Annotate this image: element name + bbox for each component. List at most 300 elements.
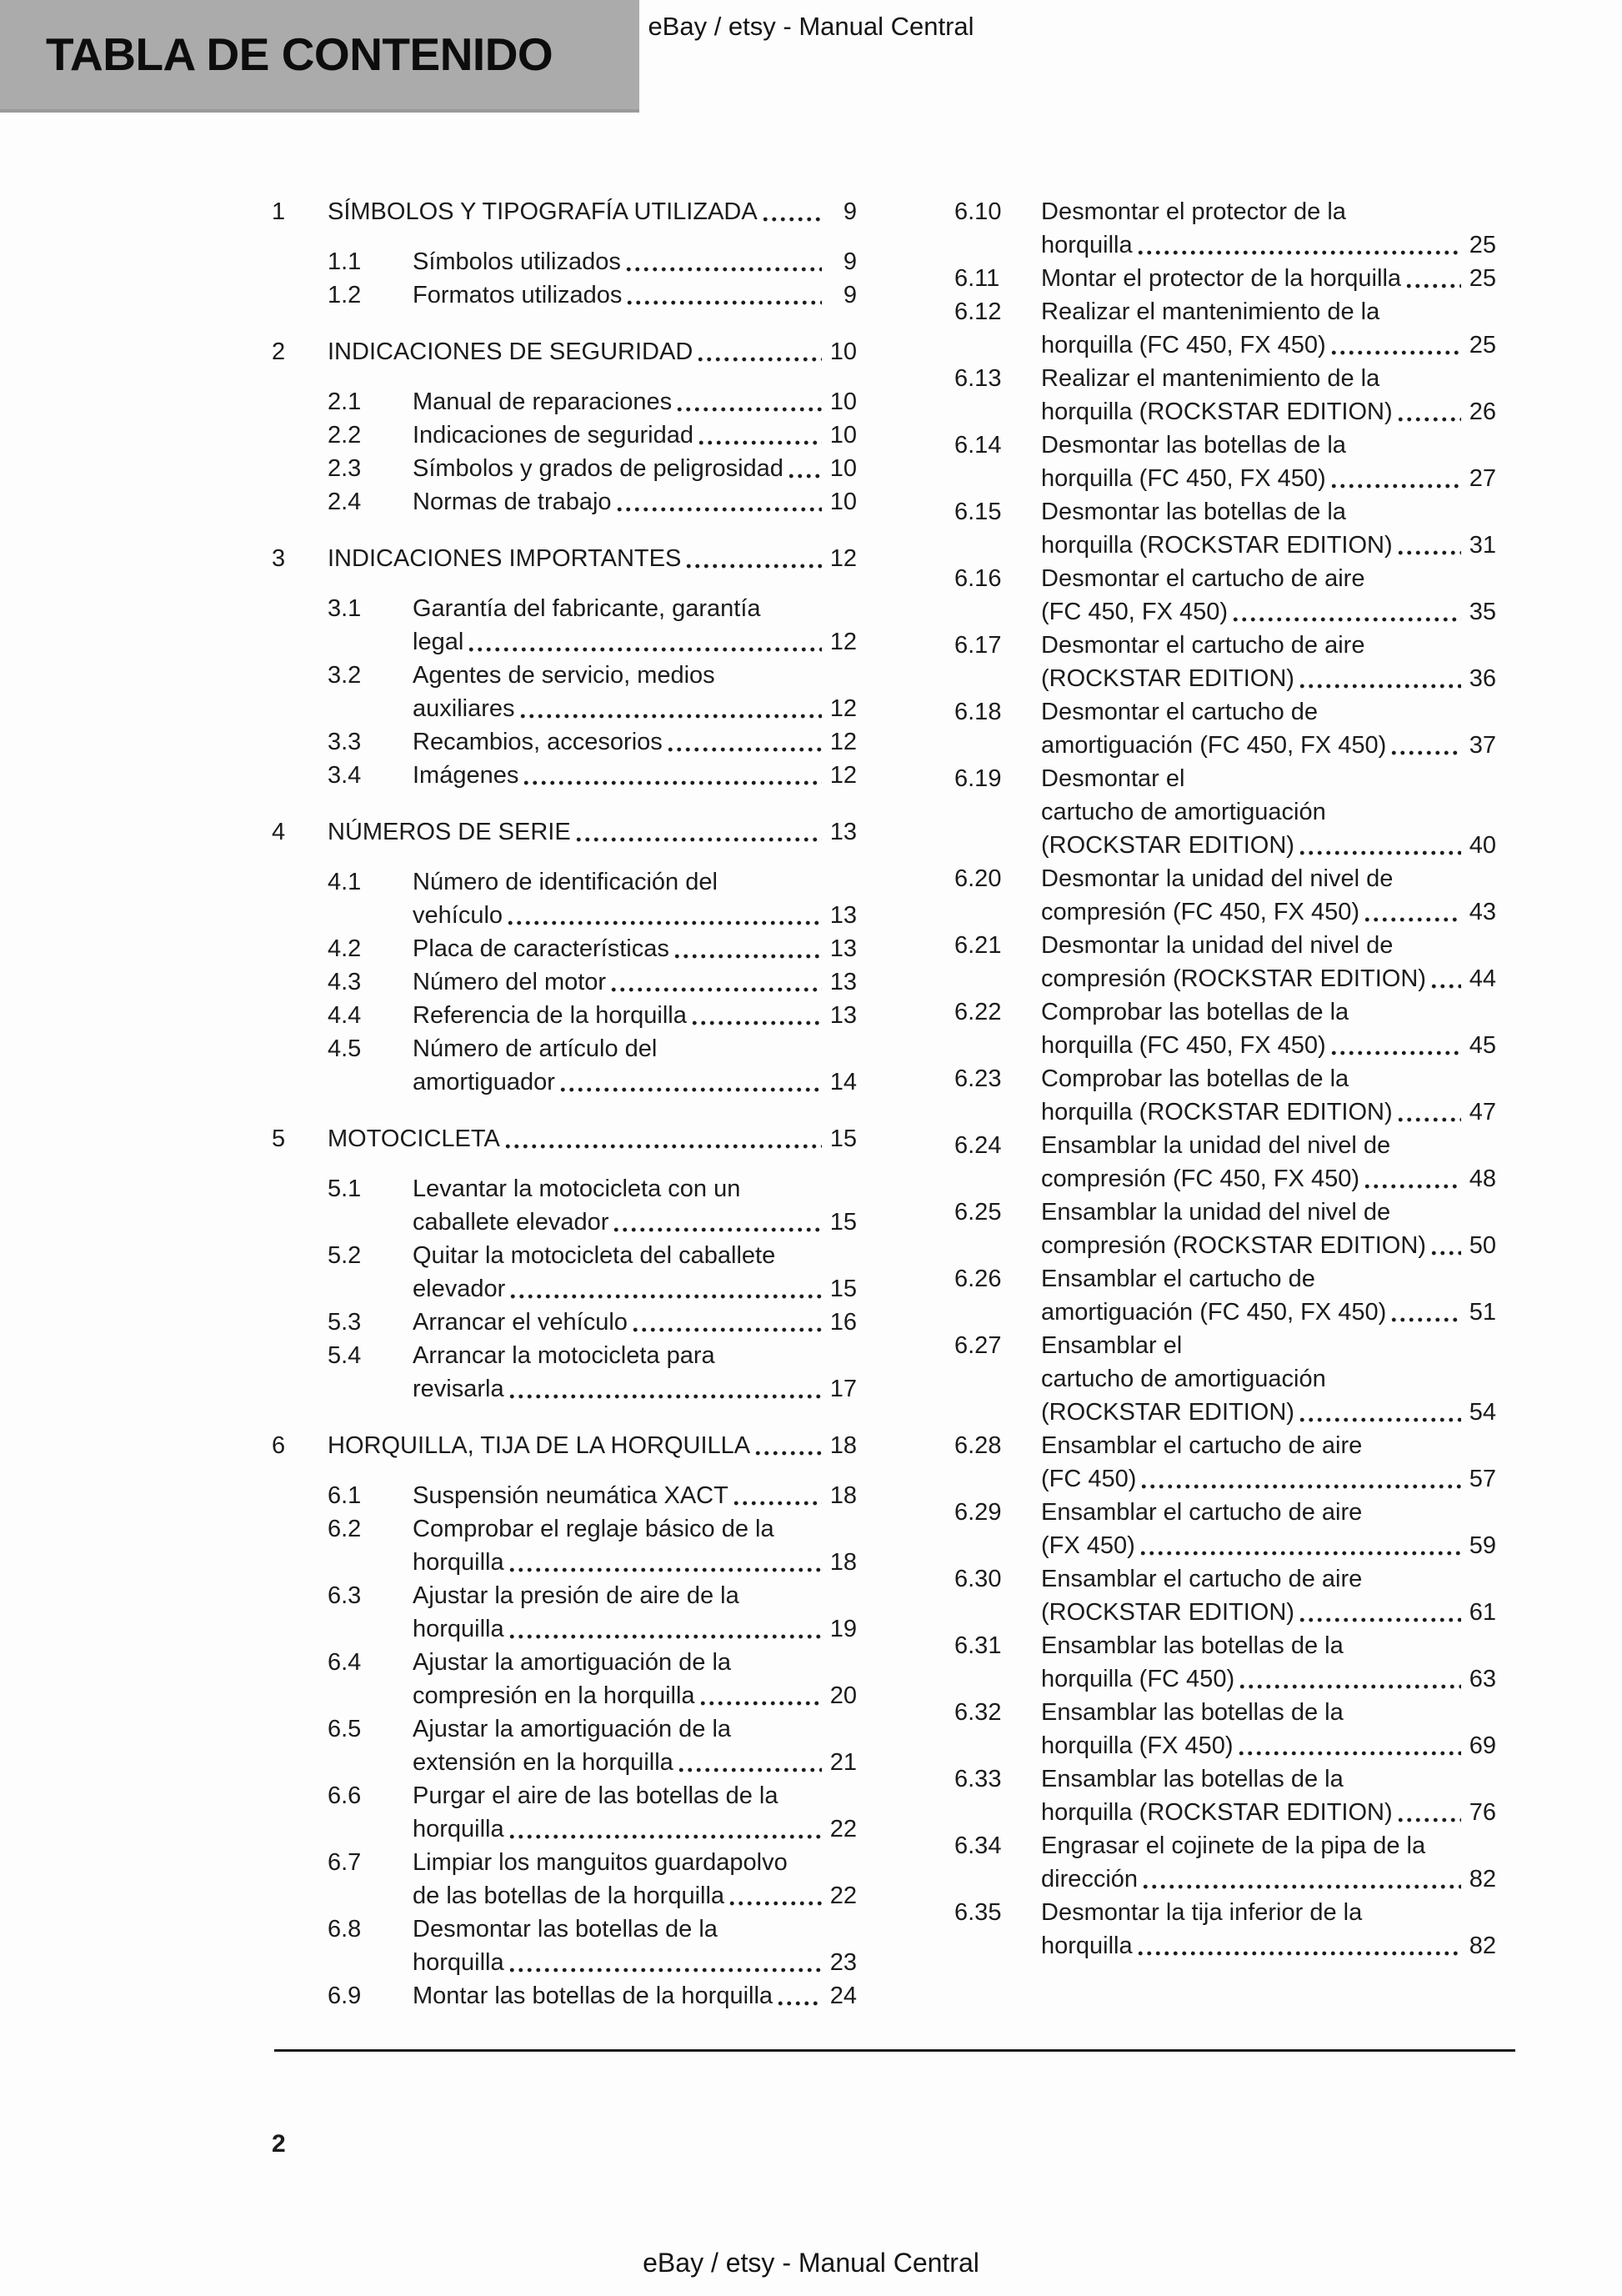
toc-entry[interactable] <box>328 1339 857 1406</box>
toc-entry[interactable] <box>954 1762 1496 1829</box>
toc-entry[interactable] <box>954 1696 1496 1762</box>
toc-entry[interactable] <box>328 485 857 519</box>
toc-entry[interactable] <box>272 815 857 849</box>
toc-entry[interactable] <box>328 1239 857 1306</box>
toc-entry-title: horquilla <box>413 1816 504 1842</box>
toc-entry-title: Ensamblar la unidad del nivel de <box>1041 1132 1391 1159</box>
dot-leader <box>1429 984 1461 989</box>
dot-leader <box>508 1634 822 1639</box>
toc-entry-page: 16 <box>829 1309 857 1336</box>
toc-entry-body <box>1041 1429 1496 1496</box>
toc-entry-body <box>1041 1196 1496 1262</box>
toc-entry-body <box>1041 1496 1496 1562</box>
toc-entry-title: HORQUILLA, TIJA DE LA HORQUILLA <box>328 1432 751 1459</box>
dot-leader <box>508 1968 822 1973</box>
dot-leader <box>684 564 822 569</box>
toc-entry[interactable] <box>954 629 1496 695</box>
toc-entry-line <box>1041 1662 1496 1696</box>
toc-entry-title: compresión (ROCKSTAR EDITION) <box>1041 965 1426 992</box>
toc-entry-number: 3.1 <box>328 595 362 622</box>
toc-entry-line <box>1041 1529 1496 1562</box>
toc-entry-number: 6 <box>272 1432 286 1459</box>
toc-entry-title: INDICACIONES IMPORTANTES <box>328 545 682 572</box>
toc-entry-page: 76 <box>1469 1799 1496 1826</box>
toc-entry-title: Limpiar los manguitos guardapolvo <box>413 1849 788 1876</box>
toc-entry-title: legal <box>413 629 464 655</box>
toc-entry-page: 24 <box>829 1983 857 2009</box>
toc-entry-title: Ajustar la amortiguación de la <box>413 1716 732 1742</box>
dot-leader <box>508 1294 822 1299</box>
toc-entry-page: 13 <box>829 935 857 962</box>
dot-leader <box>675 407 822 412</box>
toc-entry-body <box>413 1979 857 2013</box>
toc-entry[interactable] <box>328 932 857 965</box>
toc-entry-number: 4 <box>272 819 286 845</box>
toc-entry-line <box>413 692 857 725</box>
toc-entry-number: 5.3 <box>328 1309 362 1336</box>
toc-entry-line <box>1041 1429 1496 1462</box>
toc-entry-page: 31 <box>1469 532 1496 559</box>
toc-entry-title: MOTOCICLETA <box>328 1125 500 1152</box>
dot-leader <box>609 987 822 992</box>
toc-entry-number: 2.4 <box>328 489 362 515</box>
toc-entry-page: 17 <box>829 1376 857 1402</box>
toc-entry[interactable] <box>328 1306 857 1339</box>
toc-entry-line <box>413 1546 857 1579</box>
toc-entry[interactable] <box>272 195 857 228</box>
toc-entry-line <box>413 899 857 932</box>
toc-entry-page: 23 <box>829 1949 857 1976</box>
toc-entry-title: horquilla (FC 450) <box>1041 1666 1235 1692</box>
toc-entry-title: Símbolos utilizados <box>413 248 621 275</box>
toc-entry-body <box>413 932 857 965</box>
toc-entry-title: (FC 450, FX 450) <box>1041 599 1229 625</box>
toc-entry-number: 5.1 <box>328 1176 362 1202</box>
toc-entry-line <box>413 1646 857 1679</box>
toc-entry-title: Desmontar el protector de la <box>1041 198 1346 225</box>
dot-leader <box>1389 750 1461 755</box>
toc-entry-number: 6.4 <box>328 1649 362 1676</box>
toc-entry-body <box>413 1512 857 1579</box>
toc-entry[interactable] <box>328 999 857 1032</box>
dot-leader <box>508 1394 822 1399</box>
dot-leader <box>624 267 822 272</box>
toc-entry-title: Ensamblar las botellas de la <box>1041 1766 1344 1792</box>
toc-entry[interactable] <box>954 1429 1496 1496</box>
toc-entry-line <box>1041 1596 1496 1629</box>
toc-entry-page: 13 <box>829 1002 857 1029</box>
toc-entry-page: 13 <box>829 819 857 845</box>
toc-entry-number: 5 <box>272 1125 286 1152</box>
toc-entry-body <box>413 278 857 312</box>
toc-entry-line <box>1041 762 1496 795</box>
toc-entry-body <box>1041 862 1496 929</box>
toc-entry[interactable] <box>328 1646 857 1712</box>
toc-entry[interactable] <box>954 1896 1496 1963</box>
toc-entry[interactable] <box>328 592 857 659</box>
toc-entry-page: 44 <box>1469 965 1496 992</box>
toc-entry[interactable] <box>954 1329 1496 1429</box>
toc-entry-title: (ROCKSTAR EDITION) <box>1041 665 1294 692</box>
toc-entry-line <box>413 1779 857 1812</box>
toc-column-right <box>954 195 1496 1963</box>
toc-entry-title: horquilla (FX 450) <box>1041 1732 1234 1759</box>
toc-entry-page: 12 <box>829 762 857 789</box>
toc-entry[interactable] <box>272 1122 857 1156</box>
toc-entry-number: 6.28 <box>954 1432 1002 1459</box>
toc-entry-line <box>1041 1396 1496 1429</box>
toc-entry[interactable] <box>954 429 1496 495</box>
toc-entry-title: Agentes de servicio, medios <box>413 662 715 689</box>
toc-entry-title: amortiguador <box>413 1069 555 1095</box>
toc-entry-title: horquilla <box>413 1616 504 1642</box>
toc-entry-body <box>413 452 857 485</box>
toc-entry-page: 36 <box>1469 665 1496 692</box>
toc-entry-number: 2.3 <box>328 455 362 482</box>
watermark-top: eBay / etsy - Manual Central <box>648 12 974 41</box>
dot-leader <box>506 920 822 925</box>
dot-leader <box>698 1701 822 1706</box>
toc-entry[interactable] <box>328 385 857 419</box>
toc-entry-body <box>1041 629 1496 695</box>
toc-entry-title: Ensamblar el <box>1041 1332 1183 1359</box>
toc-entry-number: 3.4 <box>328 762 362 789</box>
toc-entry-line <box>413 1512 857 1546</box>
toc-entry-page: 48 <box>1469 1166 1496 1192</box>
toc-entry[interactable] <box>954 1062 1496 1129</box>
dot-leader <box>1298 684 1461 689</box>
toc-entry-body <box>1041 929 1496 995</box>
toc-entry-line <box>413 1946 857 1979</box>
toc-entry-title: vehículo <box>413 902 503 929</box>
toc-entry-line <box>1041 695 1496 729</box>
toc-entry-body <box>413 1712 857 1779</box>
toc-entry-line <box>1041 395 1496 429</box>
toc-entry-page: 20 <box>829 1682 857 1709</box>
toc-entry-body <box>1041 195 1496 262</box>
toc-entry-line <box>1041 1762 1496 1796</box>
toc-entry-line <box>413 865 857 899</box>
toc-entry-number: 6.34 <box>954 1832 1002 1859</box>
toc-entry[interactable] <box>272 1429 857 1462</box>
toc-entry-number: 6.7 <box>328 1849 362 1876</box>
toc-entry-title: Normas de trabajo <box>413 489 612 515</box>
toc-entry-line <box>1041 1929 1496 1963</box>
toc-entry[interactable] <box>954 562 1496 629</box>
toc-entry[interactable] <box>328 965 857 999</box>
dot-leader <box>673 954 822 959</box>
toc-entry-number: 6.6 <box>328 1782 362 1809</box>
toc-entry-number: 6.3 <box>328 1582 362 1609</box>
toc-entry-page: 18 <box>829 1482 857 1509</box>
toc-entry-title: (ROCKSTAR EDITION) <box>1041 1399 1294 1426</box>
toc-entry-number: 6.25 <box>954 1199 1002 1226</box>
dot-leader <box>1136 250 1461 255</box>
toc-entry[interactable] <box>328 419 857 452</box>
toc-entry-line <box>1041 1862 1496 1896</box>
toc-entry-line <box>413 1339 857 1372</box>
toc-entry-number: 4.3 <box>328 969 362 995</box>
toc-entry[interactable] <box>954 295 1496 362</box>
toc-entry-body <box>1041 362 1496 429</box>
toc-entry-title: cartucho de amortiguación <box>1041 1366 1326 1392</box>
toc-entry-page: 12 <box>829 695 857 722</box>
toc-entry-page: 26 <box>1469 399 1496 425</box>
toc-entry-title: Suspensión neumática XACT <box>413 1482 728 1509</box>
toc-entry-title: NÚMEROS DE SERIE <box>328 819 571 845</box>
dot-leader <box>558 1087 822 1092</box>
toc-entry-title: Quitar la motocicleta del caballete <box>413 1242 776 1269</box>
toc-entry[interactable] <box>954 862 1496 929</box>
toc-entry-line <box>1041 495 1496 529</box>
toc-entry-line <box>1041 262 1496 295</box>
dot-leader <box>1231 617 1461 622</box>
toc-entry-line <box>1041 1129 1496 1162</box>
dot-leader <box>1429 1251 1461 1256</box>
toc-entry[interactable] <box>954 1196 1496 1262</box>
toc-entry-line <box>1041 228 1496 262</box>
toc-entry-title: Purgar el aire de las botellas de la <box>413 1782 778 1809</box>
toc-entry-title: Número del motor <box>413 969 607 995</box>
toc-entry-number: 6.27 <box>954 1332 1002 1359</box>
toc-entry-number: 1.1 <box>328 248 362 275</box>
toc-entry[interactable] <box>954 1829 1496 1896</box>
toc-entry-line <box>1041 829 1496 862</box>
toc-entry-line <box>328 195 857 228</box>
toc-entry[interactable] <box>272 542 857 575</box>
toc-entry-line <box>1041 1262 1496 1296</box>
toc-entry[interactable] <box>954 362 1496 429</box>
toc-entry[interactable] <box>328 1479 857 1512</box>
toc-entry-number: 6.13 <box>954 365 1002 392</box>
toc-entry[interactable] <box>272 335 857 368</box>
toc-entry-title: dirección <box>1041 1866 1139 1892</box>
toc-entry[interactable] <box>328 245 857 278</box>
toc-entry-body <box>328 335 857 368</box>
toc-entry-page: 15 <box>829 1209 857 1236</box>
dot-leader <box>696 357 822 362</box>
toc-entry-line <box>413 1372 857 1406</box>
dot-leader <box>1238 1684 1461 1689</box>
toc-entry-number: 6.22 <box>954 999 1002 1025</box>
toc-entry-line <box>413 625 857 659</box>
toc-entry-line <box>328 815 857 849</box>
dot-leader <box>574 837 822 842</box>
toc-entry-number: 6.16 <box>954 565 1002 592</box>
toc-entry[interactable] <box>954 762 1496 862</box>
toc-entry[interactable] <box>954 929 1496 995</box>
toc-entry-line <box>1041 1696 1496 1729</box>
toc-entry[interactable] <box>954 262 1496 295</box>
dot-leader <box>666 747 822 752</box>
toc-entry[interactable] <box>328 452 857 485</box>
toc-entry-page: 69 <box>1469 1732 1496 1759</box>
toc-entry[interactable] <box>328 1512 857 1579</box>
toc-entry-page: 10 <box>829 338 857 365</box>
toc-entry-page: 45 <box>1469 1032 1496 1059</box>
toc-entry-body <box>1041 1762 1496 1829</box>
toc-entry[interactable] <box>954 1262 1496 1329</box>
toc-entry-body <box>1041 562 1496 629</box>
dot-leader <box>697 440 822 445</box>
dot-leader <box>467 647 822 652</box>
toc-entry-title: Desmontar el <box>1041 765 1185 792</box>
toc-entry[interactable] <box>328 1779 857 1846</box>
toc-entry-number: 3.3 <box>328 729 362 755</box>
toc-entry-line <box>413 1979 857 2013</box>
toc-entry-title: Referencia de la horquilla <box>413 1002 687 1029</box>
dot-leader <box>1139 1484 1461 1489</box>
toc-entry[interactable] <box>328 759 857 792</box>
toc-entry-title: Número de artículo del <box>413 1035 658 1062</box>
toc-entry-title: compresión (FC 450, FX 450) <box>1041 899 1359 925</box>
dot-leader <box>625 300 822 305</box>
toc-entry-line <box>413 1239 857 1272</box>
toc-entry-line <box>413 1879 857 1912</box>
toc-entry[interactable] <box>954 195 1496 262</box>
toc-entry-line <box>413 592 857 625</box>
dot-leader <box>1136 1951 1461 1956</box>
dot-leader <box>690 1020 822 1025</box>
toc-entry-title: Símbolos y grados de peligrosidad <box>413 455 783 482</box>
toc-entry-page: 25 <box>1469 265 1496 292</box>
toc-entry-line <box>413 1579 857 1612</box>
dot-leader <box>1363 917 1461 922</box>
toc-entry-page: 14 <box>829 1069 857 1095</box>
toc-entry-number: 6.35 <box>954 1899 1002 1926</box>
toc-entry-number: 6.15 <box>954 499 1002 525</box>
toc-entry[interactable] <box>328 725 857 759</box>
toc-entry[interactable] <box>954 495 1496 562</box>
toc-entry-body <box>413 1579 857 1646</box>
toc-entry-line <box>413 1032 857 1065</box>
toc-entry-body <box>413 1846 857 1912</box>
toc-entry-title: de las botellas de la horquilla <box>413 1882 725 1909</box>
toc-entry-title: Comprobar las botellas de la <box>1041 999 1349 1025</box>
toc-entry-number: 6.12 <box>954 298 1002 325</box>
toc-entry[interactable] <box>328 1712 857 1779</box>
toc-entry-page: 47 <box>1469 1099 1496 1125</box>
toc-entry-line <box>413 1679 857 1712</box>
toc-entry-line <box>1041 195 1496 228</box>
toc-entry-number: 6.18 <box>954 699 1002 725</box>
toc-entry-body <box>413 659 857 725</box>
toc-entry-body <box>1041 1896 1496 1963</box>
toc-entry[interactable] <box>328 1912 857 1979</box>
toc-entry-body <box>1041 1696 1496 1762</box>
toc-entry-title: horquilla (ROCKSTAR EDITION) <box>1041 532 1393 559</box>
toc-entry-title: amortiguación (FC 450, FX 450) <box>1041 1299 1387 1326</box>
dot-leader <box>503 1144 822 1149</box>
toc-entry-page: 82 <box>1469 1866 1496 1892</box>
dot-leader <box>1363 1184 1461 1189</box>
toc-entry-line <box>413 1746 857 1779</box>
toc-entry-title: Ajustar la presión de aire de la <box>413 1582 739 1609</box>
toc-entry-body <box>1041 695 1496 762</box>
toc-entry-body <box>413 592 857 659</box>
toc-entry-title: compresión (ROCKSTAR EDITION) <box>1041 1232 1426 1259</box>
toc-entry-title: Recambios, accesorios <box>413 729 663 755</box>
toc-entry[interactable] <box>328 1032 857 1099</box>
toc-entry-title: (FC 450) <box>1041 1466 1137 1492</box>
toc-entry-number: 6.20 <box>954 865 1002 892</box>
toc-entry[interactable] <box>328 278 857 312</box>
watermark-bottom: eBay / etsy - Manual Central <box>643 2248 979 2278</box>
toc-entry[interactable] <box>328 1846 857 1912</box>
page-title: TABLA DE CONTENIDO <box>46 28 553 80</box>
toc-entry-body <box>1041 1062 1496 1129</box>
toc-entry-page: 10 <box>829 455 857 482</box>
toc-entry-title: Ensamblar las botellas de la <box>1041 1632 1344 1659</box>
toc-entry-body <box>413 759 857 792</box>
toc-entry-title: revisarla <box>413 1376 504 1402</box>
toc-entry[interactable] <box>328 1172 857 1239</box>
dot-leader <box>1404 283 1461 288</box>
toc-entry[interactable] <box>328 1579 857 1646</box>
toc-entry-page: 9 <box>843 248 857 275</box>
toc-entry-line <box>413 999 857 1032</box>
dot-leader <box>1298 850 1461 855</box>
toc-entry[interactable] <box>328 659 857 725</box>
toc-entry-line <box>413 965 857 999</box>
toc-entry[interactable] <box>954 695 1496 762</box>
toc-entry-line <box>413 1479 857 1512</box>
toc-entry-title: Levantar la motocicleta con un <box>413 1176 741 1202</box>
toc-entry-title: Ensamblar el cartucho de aire <box>1041 1499 1363 1526</box>
toc-entry-title: (ROCKSTAR EDITION) <box>1041 832 1294 859</box>
toc-entry-title: Desmontar el cartucho de aire <box>1041 565 1365 592</box>
toc-entry-title: Comprobar las botellas de la <box>1041 1065 1349 1092</box>
toc-entry-title: auxiliares <box>413 695 515 722</box>
toc-entry-number: 6.19 <box>954 765 1002 792</box>
toc-entry[interactable] <box>954 1496 1496 1562</box>
toc-entry[interactable] <box>954 1629 1496 1696</box>
toc-entry-line <box>1041 1229 1496 1262</box>
toc-entry-body <box>413 1779 857 1846</box>
toc-entry-number: 4.1 <box>328 869 362 895</box>
toc-entry-body <box>413 385 857 419</box>
toc-entry-title: caballete elevador <box>413 1209 609 1236</box>
dot-leader <box>631 1327 822 1332</box>
toc-entry-title: horquilla (FC 450, FX 450) <box>1041 332 1326 358</box>
toc-entry[interactable] <box>954 995 1496 1062</box>
toc-entry[interactable] <box>954 1562 1496 1629</box>
toc-entry-line <box>413 385 857 419</box>
toc-entry[interactable] <box>328 1979 857 2013</box>
toc-entry-line <box>1041 362 1496 395</box>
toc-entry-line <box>413 1272 857 1306</box>
toc-entry-body <box>413 1339 857 1406</box>
dot-leader <box>1396 1117 1461 1122</box>
toc-entry-body <box>328 815 857 849</box>
toc-entry-line <box>1041 1562 1496 1596</box>
toc-entry-line <box>1041 429 1496 462</box>
toc-entry-title: Ensamblar el cartucho de aire <box>1041 1432 1363 1459</box>
toc-entry-page: 35 <box>1469 599 1496 625</box>
toc-entry-page: 12 <box>829 629 857 655</box>
toc-entry-title: extensión en la horquilla <box>413 1749 673 1776</box>
toc-entry-body <box>413 419 857 452</box>
toc-entry[interactable] <box>954 1129 1496 1196</box>
toc-entry-page: 50 <box>1469 1232 1496 1259</box>
toc-entry-line <box>413 932 857 965</box>
toc-entry-title: Garantía del fabricante, garantía <box>413 595 761 622</box>
toc-entry-line <box>1041 1062 1496 1095</box>
toc-entry-number: 4.4 <box>328 1002 362 1029</box>
toc-entry-number: 4.5 <box>328 1035 362 1062</box>
toc-entry-line <box>1041 1196 1496 1229</box>
toc-entry[interactable] <box>328 865 857 932</box>
